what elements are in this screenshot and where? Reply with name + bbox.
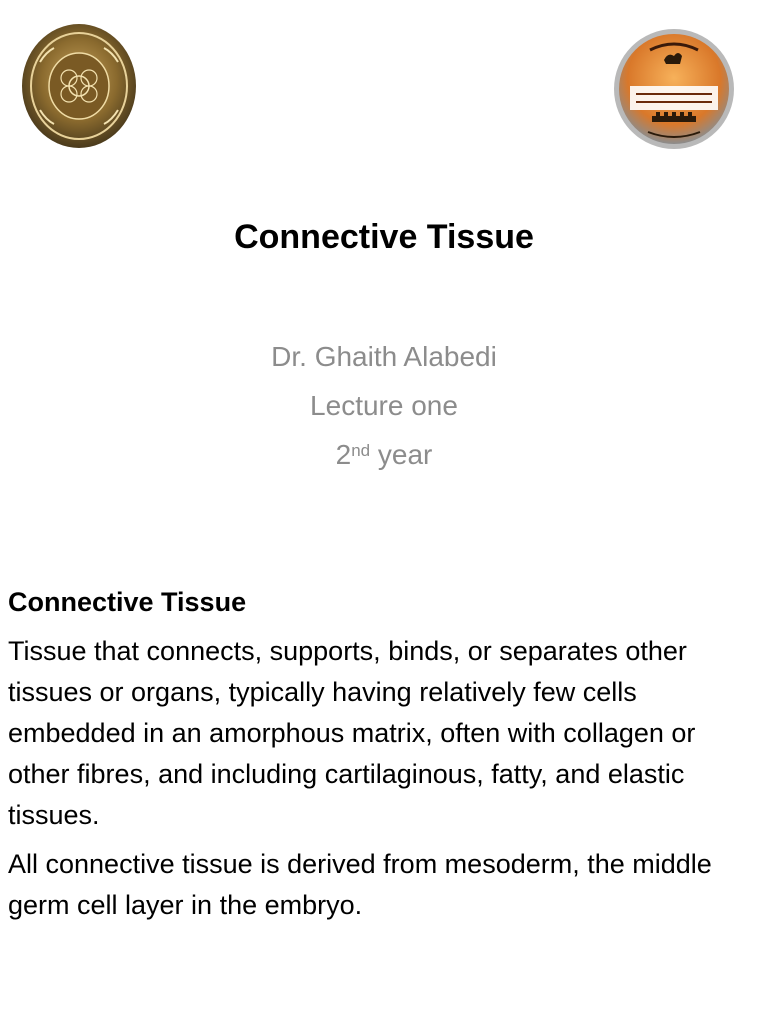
definition-paragraph-2: All connective tissue is derived from mesoderm, the middle germ cell layer in the embryo. [8, 849, 712, 920]
definition-heading: Connective Tissue [8, 587, 247, 617]
university-seal-logo [20, 22, 138, 150]
faculty-emblem-logo [612, 28, 736, 150]
definition-paragraph-1: Tissue that connects, supports, binds, or separates other tissues or organs, typically having relatively few cells embedded in an amorphous matrix, often with collagen or other fibres, and including cartilaginous, fatty, and elastic tissues. [8, 636, 696, 830]
definition-section [8, 582, 760, 934]
university-of-kufa-seal-icon [20, 22, 138, 150]
year-word: year [370, 439, 433, 470]
lecture-info [0, 332, 768, 479]
study-year [0, 430, 768, 479]
faculty-of-veterinary-medicine-emblem-icon [612, 28, 736, 150]
year-ordinal-suffix: nd [351, 441, 371, 460]
lecture-number: Lecture one [310, 390, 458, 421]
page-title: Connective Tissue [234, 218, 534, 256]
year-number: 2 [335, 439, 352, 470]
author-name: Dr. Ghaith Alabedi [271, 341, 497, 372]
